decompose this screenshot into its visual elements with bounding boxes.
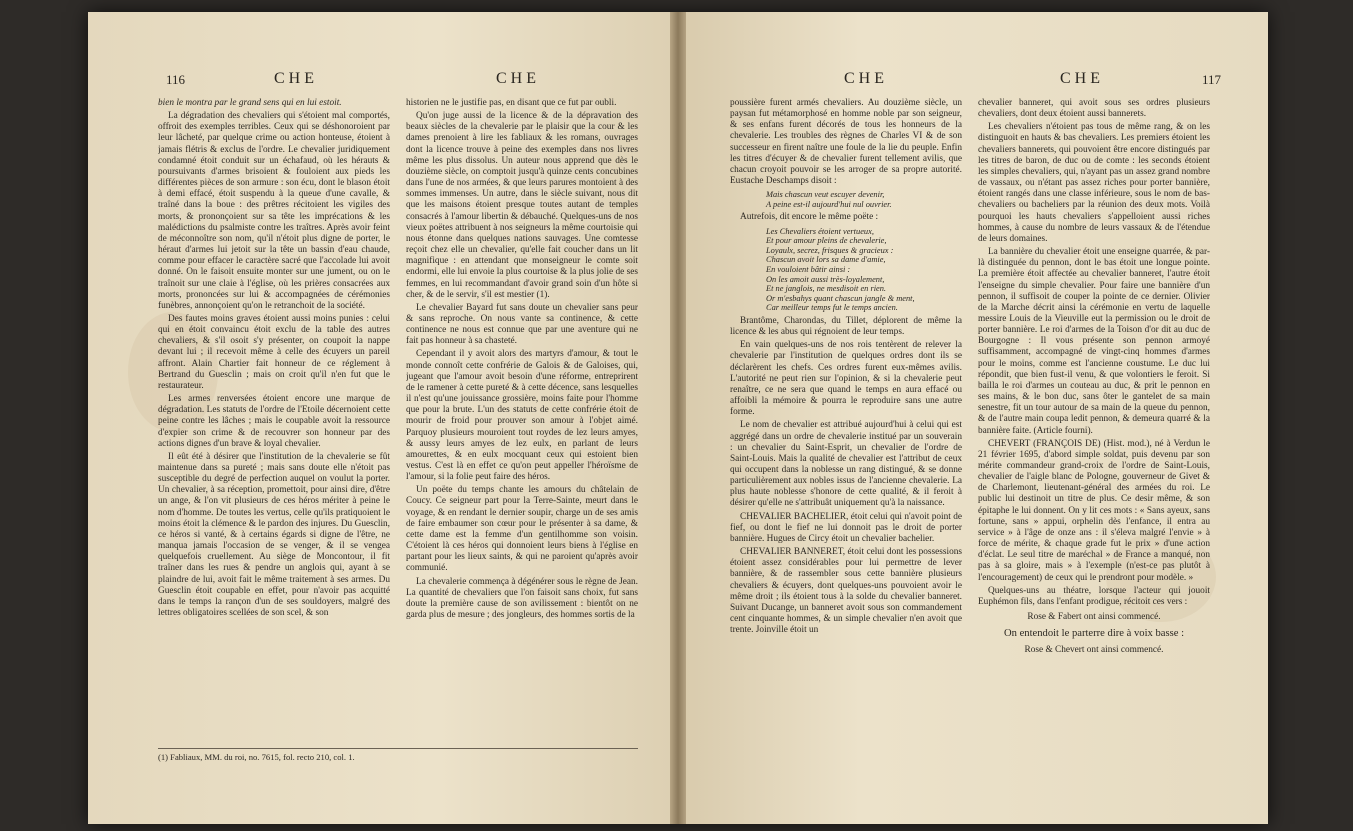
right-page bbox=[686, 12, 1268, 824]
paragraph: Le nom de chevalier est attribué aujourd'hui à celui qui est aggrégé dans un ordre de chevalerie institué par un souverain : un chevalier du Saint-Esprit, un chevalier de l'ordre de Saint-Louis. Mais la qualité de chevalier est l'attribut de ceux qui occupent dans la noblesse un rang distingué, & se donne particulièrement aux nobles issus de l'ancienne chevalerie. La plus haute noblesse s'honore de cette qualité, & il feroit à désirer qu'elle ne s'attribuât uniquement qu'à la naissance. bbox=[730, 420, 962, 509]
paragraph: poussière furent armés chevaliers. Au douzième siècle, un paysan fut métamorphosé en homme noble par son seigneur, & ses enfans furent décorés de tous les honneurs de la chevalerie. Les troubles des règnes de Charles VI & de son successeur en firent naître une foule de la lie du peuple. Enfin les titres d'écuyer & de chevalier furent tellement avilis, que chacun croyoit pouvoir se les arroger de sa propre autorité. Eustache Deschamps disoit : bbox=[730, 98, 962, 187]
running-head-right-page bbox=[736, 70, 1236, 92]
paragraph: Les chevaliers n'étoient pas tous de même rang, & on les distinguoit en hauts & bas chevaliers. Les premiers étoient les chevaliers bannerets, qui pouvoient être encore distingués par les titres de baron, de duc ou de comte : les seconds étoient les simples chevaliers, qui, n'ayant pas un assez grand nombre de vassaux, ou n'étant pas assez riches pour porter bannière, étoient rangés dans une classe inférieure, sous le nom de bas-chevaliers ou bacheliers par la réunion des deux mots. Voilà pourquoi les hauts chevaliers s'appelloient aussi riches hommes, à cause du nombre de leurs vassaux & de l'étendue de leurs domaines. bbox=[978, 122, 1210, 244]
paragraph: Quelques-uns au théatre, lorsque l'acteur qui jouoit Euphémon fils, dans l'enfant prodigue, récitoit ces vers : bbox=[978, 585, 1210, 607]
verse-line: Rose & Fabert ont ainsi commencé. bbox=[1027, 612, 1161, 623]
book-spread bbox=[88, 12, 1268, 824]
running-head-word: CHE bbox=[844, 70, 888, 87]
paragraph: Le chevalier Bayard fut sans doute un chevalier sans peur & sans reproche. On nous vante sa continence, & cette continence ne nous est connue que par une aventure qui ne fait pas honneur à sa chasteté. bbox=[406, 302, 638, 347]
running-head-left-page bbox=[166, 70, 666, 92]
paragraph: historien ne le justifie pas, en disant que ce fut par oubli. bbox=[406, 98, 617, 108]
paragraph: Un poëte du temps chante les amours du châtelain de Coucy. Ce seigneur part pour la Terre-Sainte, meurt dans le voyage, & en rendant le dernier soupir, charge un de ses amis de faire embaumer son cœur pour le présenter à sa dame, & cette dame est la femme d'un gentilhomme son voisin. C'étoient là ces héros qui donnoient leurs biens à l'église en partant pour les lieux saints, & qui ne paroient qu'après avoir communié. bbox=[406, 485, 638, 574]
running-head-word: CHE bbox=[496, 70, 540, 87]
book-gutter bbox=[670, 12, 686, 824]
paragraph: Brantôme, Charondas, du Tillet, déplorent de même la licence & les abus qui régnoient de leur temps. bbox=[730, 315, 962, 338]
paragraph: En vain quelques-uns de nos rois tentèrent de relever la chevalerie par l'institution de quelques ordres dont ils se déclarèrent les chefs. Ces ordres furent eux-mêmes avilis. L'autorité ne peut rien sur l'opinion, & si la chevalerie peut renaître, ce ne sera que quand le temps en aura effacé ou affoibli la mémoire & pourra le reproduire sans une autre forme. bbox=[730, 340, 962, 418]
paragraph: chevalier banneret, qui avoit sous ses ordres plusieurs chevaliers, dont deux étoient aussi bannerets. bbox=[978, 98, 1210, 120]
paragraph: On entendoit le parterre dire à voix basse : bbox=[1003, 628, 1185, 640]
page-number: 117 bbox=[1202, 72, 1222, 87]
paragraph: CHEVERT (FRANÇOIS DE) (Hist. mod.), né à Verdun le 21 février 1695, d'abord simple soldat, puis devenu par son mérite commandeur grand-croix de l'ordre de Saint-Louis, chevalier de l'aigle blanc de Pologne, gouverneur de Givet & de Charlemont, lieutenant-général des armées du roi. Le public lui destinoit un titre de plus. Ce desir même, & son épitaphe le lui donnent. On y lit ces mots : « Sans ayeux, sans fortune, sans » appui, orphelin dès l'enfance, il entra au service » à l'âge de onze ans : il s'éleva malgré l'envie » à force de mérite, & chaque grade fut le prix » d'une action d'éclat. Le seul titre de maréchal » de France a manqué, non pas à sa gloire, mais » à l'exemple (n'est-ce pas plutôt à l'encouragement) de ceux qui le prendront pour modèle. » bbox=[978, 438, 1210, 583]
left-page-column-2 bbox=[406, 98, 638, 738]
footnote: (1) Fabliaux, MM. du roi, no. 7615, fol. recto 210, col. 1. bbox=[158, 748, 638, 762]
left-page bbox=[88, 12, 670, 824]
paragraph: Qu'on juge aussi de la licence & de la dépravation des beaux siècles de la chevalerie par le plaisir que la cour & les dames prenoient à lire les fabliaux & les romans, ouvrages dont la licence trouve à peine des exemples dans nos livres même les plus dissolus. Un auteur nous apprend que dès le douzième siècle, on comptoit jusqu'à quinze cents concubines dans l'une de nos armées, & que leurs parures montoient à des sommes immenses. Un autre, dans le siècle suivant, nous dit que les maisons étoient presque toutes autant de temples consacrés à l'amour libertin & débauché. Quelques-uns de nos vieux poëtes attribuent à nos seigneurs la même courtoisie qui nous étonne dans quelques nations sauvages. Une comtesse reçoit chez elle un chevalier, qu'elle fait coucher dans un lit magnifique : en attendant que monseigneur le comte soit endormi, elle lui envoie la plus courtoise & la plus jolie de ses femmes, en lui recommandant d'avoir grand soin d'un hôte si cher, & de le servir, s'il est mestier (1). bbox=[406, 111, 638, 300]
paragraph: La bannière du chevalier étoit une enseigne quarrée, & par-là distinguée du pennon, dont le bas étoit une longue pointe. La première étoit affectée au chevalier banneret, l'autre étoit l'enseigne du simple chevalier. Pour faire une bannière d'un pennon, il suffisoit de couper la pointe de ce dernier. Olivier de la Marche décrit ainsi la cérémonie en vertu de laquelle messire Louis de la Vieuville eut la permission ou le droit de porter bannière. Le roi d'armes de la Toison d'or dit au duc de Bourgogne : Il vous présente son pennon armoyé suffisamment, accompagné de vingt-cinq hommes d'armes pour le moins, comme est l'ancienne coustume. Le duc lui répondit, que bien fust-il venu, & que volontiers le feroit. Si bailla le roi d'armes un couteau au duc, & prit le pennon en ses mains, & le bon duc, sans ôter le gantelet de sa main senestre, fit un tour autour de sa main de la queue du pennon, & de l'autre main coupa ledit pennon, & demeura quarré & la bannière faite. (Article fourni). bbox=[978, 247, 1210, 436]
right-page-column-1 bbox=[730, 98, 962, 738]
paragraph: La dégradation des chevaliers qui s'étoient mal comportés, offroit des exemples terribles. Ceux qui se déshonoroient par leur lâcheté, par quelque crime ou action honteuse, étoient à jamais flétris & exclus de l'ordre. Le chevalier juridiquement condamné étoit conduit sur un échafaud, où les hérauts & poursuivants d'armes brisoient & fouloient aux pieds les différentes pièces de son armure : son écu, dont le blason étoit à demi effacé, étoit suspendu à la queue d'une cavalle, & traîné dans la boue : des prêtres récitoient les vigiles des morts, & prononçoient sur sa tête les imprécations & les malédictions du psalmiste contre les traîtres. Après avoir feint de méconnoître son nom, qu'il n'étoit plus digne de porter, le héraut d'armes lui jetoit sur la tête un bassin d'eau chaude, comme pour effacer le caractère sacré que l'accolade lui avoit donné. On le faisoit ensuite monter sur une jument, ou on le traînoit sur une claie à l'église, où les prières consacrées aux morts, prononcées sur lui & accompagnées de cérémonies funèbres, annonçoient qu'on le retranchoit de la société. bbox=[158, 111, 390, 311]
left-page-column-1 bbox=[158, 98, 390, 738]
page-number: 116 bbox=[166, 72, 186, 87]
paragraph: CHEVALIER BACHELIER, étoit celui qui n'avoit point de fief, ou dont le fief ne lui donnoit pas le droit de porter bannière. Hugues de Circy étoit un chevalier bachelier. bbox=[730, 511, 962, 544]
verse-quote: Les Chevaliers étoient vertueux, Et pour amour pleins de chevalerie, Loyaulx, secrez, frisques & gracieux : Chascun avoit lors sa dame d'amie, En vouloient bâtir ainsi : On les amoit aussi très-loyalement, Et ne janglois, ne mesdisoit en rien. Or m'esbahys quant chascun jangle & ment, Car meilleur temps fut le temps ancien. bbox=[766, 226, 915, 313]
verse-line: Rose & Chevert ont ainsi commencé. bbox=[1024, 645, 1164, 656]
right-page-column-2 bbox=[978, 98, 1210, 738]
paragraph: Il eût été à désirer que l'institution de la chevalerie se fût maintenue dans sa pureté ; mais sans doute elle n'étoit pas susceptible du degré de perfection auquel on voulut la porter. Un chevalier, à sa réception, promettoit, pour ainsi dire, d'être un ange, & l'on vit plusieurs de ces héros mériter à peine le nom d'homme. De toutes les vertus, celle qu'ils pratiquoient le moins étoit la clémence & le pardon des injures. Du Guesclin, ce héros si vanté, & à certains égards si digne de l'être, ne manqua jamais l'occasion de se venger, & il se vengea quelquefois cruellement. Au siège de Moncontour, il fit traîner dans les rues & pendre un anglois qui, ayant à se plaindre de lui, avoit fait le même traitement à ses armes. Du Guesclin étoit coupable en effet, pour n'avoir pas acquitté dans le temps la rançon d'un de ses souldoyers, malgré des lettres obligatoires scellées de son scel, & son bbox=[158, 451, 390, 619]
paragraph: Les armes renversées étoient encore une marque de dégradation. Les statuts de l'ordre de l'Etoile décernoient cette peine contre les lâches ; mais le coupable avoit la ressource d'expier son crime & de recouvrer son honneur par des actions dignes d'un brave & loyal chevalier. bbox=[158, 394, 390, 449]
paragraph: Autrefois, dit encore le même poëte : bbox=[740, 212, 879, 223]
paragraph: CHEVALIER BANNERET, étoit celui dont les possessions étoient assez considérables pour lui permettre de lever bannière, & de rassembler sous cette bannière plusieurs chevaliers & écuyers, dont quelques-uns pouvoient avoir le même droit ; ils étoient tous à la solde du chevalier banneret. Suivant Ducange, un banneret avoit sous son commandement cent cinquante hommes, & un simple chevalier n'en avoit que trente. Joinville étoit un bbox=[730, 547, 962, 636]
running-head-word: CHE bbox=[274, 70, 318, 87]
paragraph: Cependant il y avoit alors des martyrs d'amour, & tout le monde connoît cette confrérie de Galois & de Galoises, qui, jugeant que l'amour avoit besoin d'une réforme, entreprirent de le ramener à cette pureté & à cette décence, sans lesquelles il n'est qu'une jouissance grossière, moins faite pour l'homme que pour la brute. L'un des statuts de cette confrérie étoit de mourir de froid pour prouver son amour à l'objet aimé. Parquoy plusieurs mouroient tout roydes de lez leurs amyes, & aussy leurs amyes de lez eulx, en parlant de leurs amourettes, & en eulx mocquant ceux qui estoient bien vestus. C'est là en effet ce qu'on peut appeller l'héroïsme de l'amour, si la folie peut faire des héros. bbox=[406, 349, 638, 483]
running-head-word: CHE bbox=[1060, 70, 1104, 87]
paragraph: La chevalerie commença à dégénérer sous le règne de Jean. La quantité de chevaliers que l'on faisoit sans choix, fut sans doute la première cause de son avilissement : bientôt on ne garda plus de mesure ; des jongleurs, des hommes sortis de la bbox=[406, 576, 638, 621]
verse-quote: Mais chascun veut escuyer devenir, A peine est-il aujourd'hui nul ouvrier. bbox=[766, 190, 892, 209]
paragraph: Des fautes moins graves étoient aussi moins punies : celui qui en étoit convaincu étoit exclu de la table des autres chevaliers, & s'il osoit s'y présenter, on coupoit la nappe devant lui ; il recevoit même à celle des écuyers un pareil affront. Alain Chartier fait honneur de ce réglement à Bertrand du Guesclin ; mais on croit qu'il n'en fut que le restaurateur. bbox=[158, 313, 390, 391]
paragraph: bien le montra par le grand sens qui en lui estoit. bbox=[158, 98, 342, 108]
